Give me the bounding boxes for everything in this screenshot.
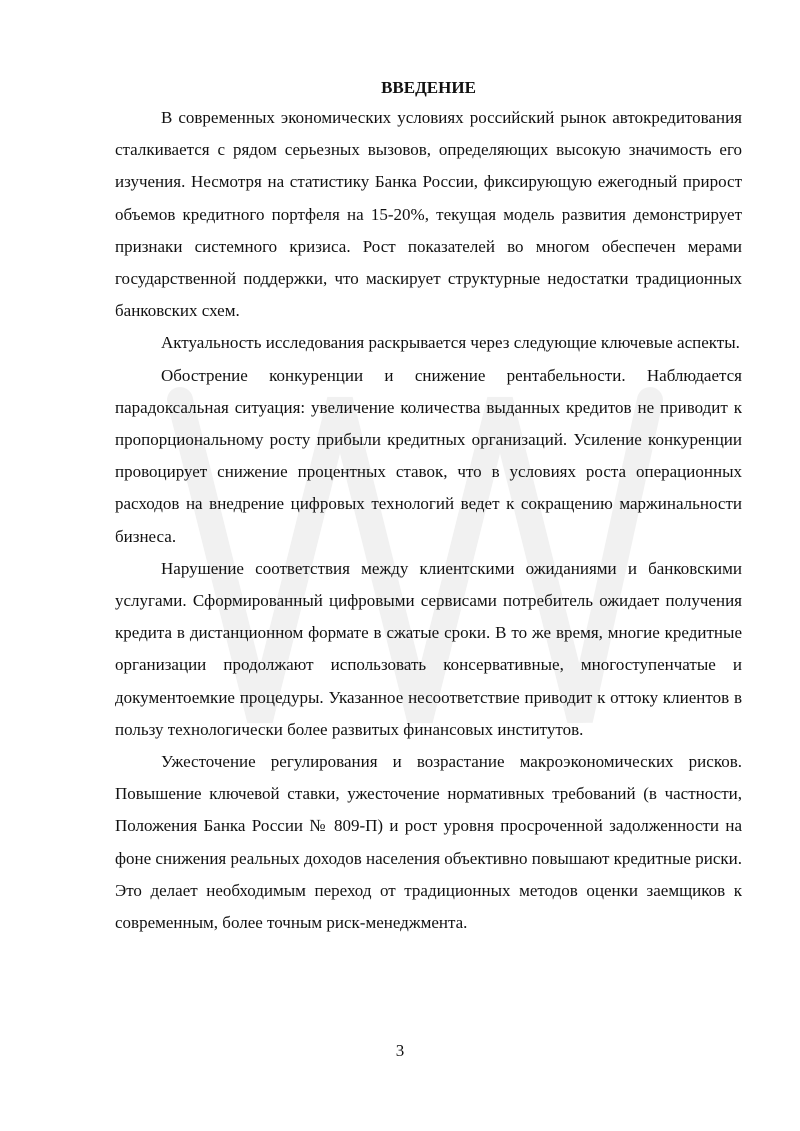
document-body bbox=[115, 74, 742, 939]
page-number: 3 bbox=[395, 1041, 405, 1060]
paragraph-regulation: Ужесточение регулирования и возрастание макроэкономических рисков. Повышение ключевой ставки, ужесточение нормативных требований (в частности, Положения Банка России № 809-П) и рост уровня просроченной задолженности на фоне снижения реальных доходов населения объективно повышают кредитные риски. Это делает необходимым переход от традиционных методов оценки заемщиков к современным, более точным риск-менеджмента. bbox=[115, 752, 742, 933]
paragraph-intro: В современных экономических условиях российский рынок автокредитования сталкивается с рядом серьезных вызовов, определяющих высокую значимость его изучения. Несмотря на статистику Банка России, фиксирующую ежегодный прирост объемов кредитного портфеля на 15-20%, текущая модель развития демонстрирует признаки системного кризиса. Рост показателей во многом обеспечен мерами государственной поддержки, что маскирует структурные недостатки традиционных банковских схем. bbox=[115, 108, 742, 321]
paragraph-client-expectations: Нарушение соответствия между клиентскими ожиданиями и банковскими услугами. Сформированный цифровыми сервисами потребитель ожидает получения кредита в дистанционном формате в сжатые сроки. В то же время, многие кредитные организации продолжают использовать консервативные, многоступенчатые и документоемкие процедуры. Указанное несоответствие приводит к оттоку клиентов в пользу технологически более развитых финансовых институтов. bbox=[115, 558, 742, 739]
paragraph-relevance: Актуальность исследования раскрывается через следующие ключевые аспекты. bbox=[161, 333, 740, 353]
paragraph-competition: Обострение конкуренции и снижение рентабельности. Наблюдается парадоксальная ситуация: увеличение количества выданных кредитов не приводит к пропорциональному росту прибыли кредитных организаций. Усиление конкуренции провоцирует снижение процентных ставок, что в условиях роста операционных расходов на внедрение цифровых технологий ведет к сокращению маржинальности бизнеса. bbox=[115, 365, 742, 546]
section-title: ВВЕДЕНИЕ bbox=[381, 78, 476, 97]
